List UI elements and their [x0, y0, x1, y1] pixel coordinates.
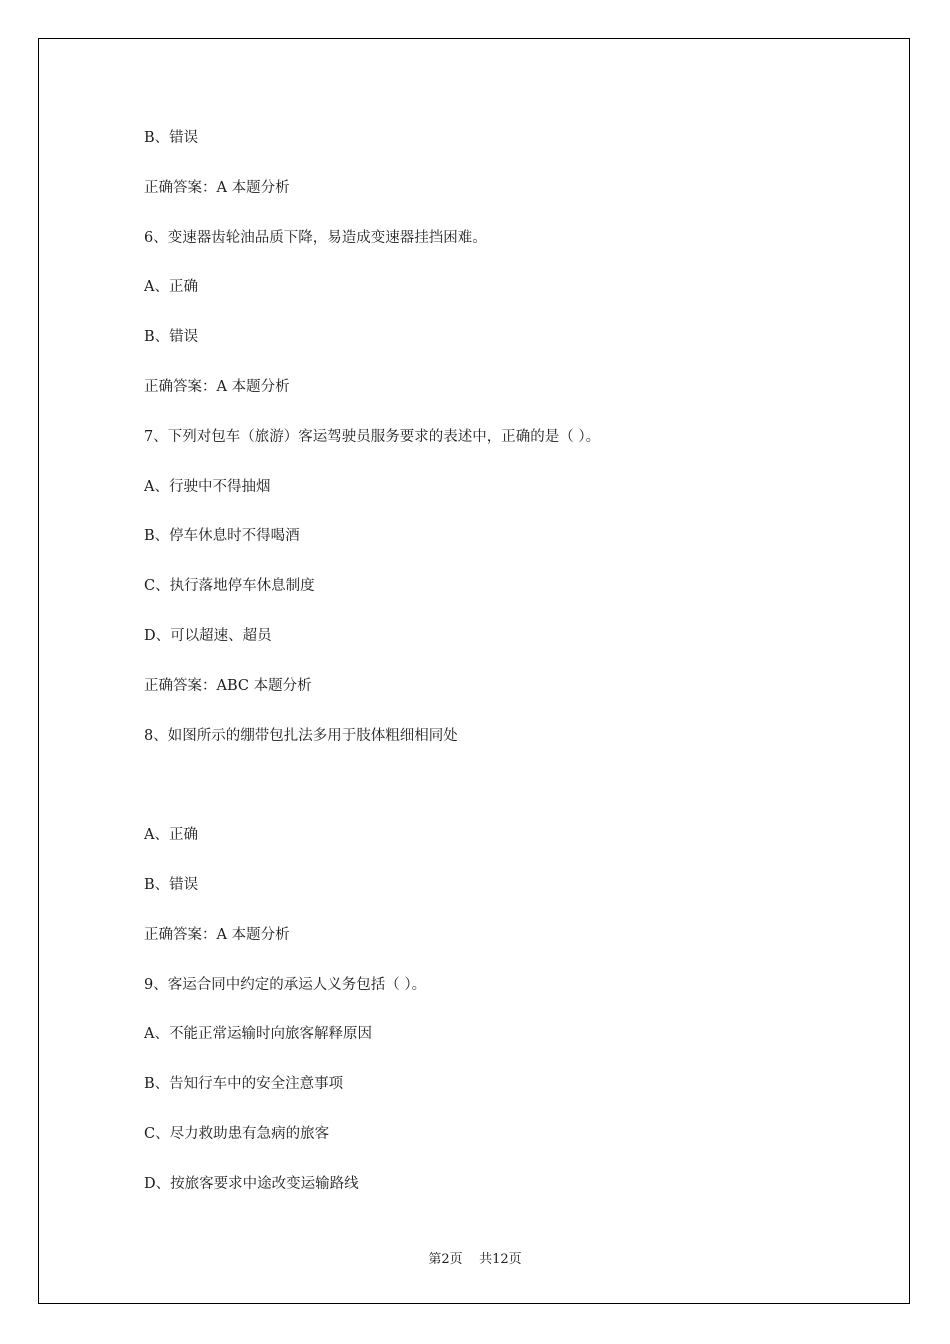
q6-option-b: B、错误 — [144, 329, 199, 346]
q9-option-d: D、按旅客要求中途改变运输路线 — [144, 1175, 359, 1192]
q9-option-b: B、告知行车中的安全注意事项 — [144, 1076, 344, 1093]
q7-option-d: D、可以超速、超员 — [144, 627, 272, 644]
q8-answer: 正确答案：A 本题分析 — [144, 926, 290, 943]
q7-question: 7、下列对包车（旅游）客运驾驶员服务要求的表述中，正确的是（ ）。 — [144, 428, 601, 445]
q8-question: 8、如图所示的绷带包扎法多用于肢体粗细相同处 — [144, 727, 458, 744]
page-number-footer: 第2页 共12页 — [428, 1252, 522, 1267]
q5-answer: 正确答案：A 本题分析 — [144, 179, 290, 196]
q6-option-a: A、正确 — [144, 279, 198, 296]
q8-figure-space — [144, 774, 864, 824]
q8-option-a: A、正确 — [144, 827, 198, 844]
q7-option-b: B、停车休息时不得喝酒 — [144, 528, 300, 545]
q7-option-c: C、执行落地停车休息制度 — [144, 578, 315, 595]
q7-option-a: A、行驶中不得抽烟 — [144, 478, 271, 495]
q8-option-b: B、错误 — [144, 876, 199, 893]
q9-question: 9、客运合同中约定的承运人义务包括（ ）。 — [144, 976, 427, 993]
document-body — [144, 127, 864, 1223]
q5-option-b: B、错误 — [144, 130, 199, 146]
q9-option-a: A、不能正常运输时向旅客解释原因 — [144, 1026, 372, 1043]
q6-question: 6、变速器齿轮油品质下降，易造成变速器挂挡困难。 — [144, 229, 487, 246]
q7-answer: 正确答案：ABC 本题分析 — [144, 677, 312, 694]
q9-option-c: C、尽力救助患有急病的旅客 — [144, 1125, 330, 1142]
q6-answer: 正确答案：A 本题分析 — [144, 378, 290, 395]
